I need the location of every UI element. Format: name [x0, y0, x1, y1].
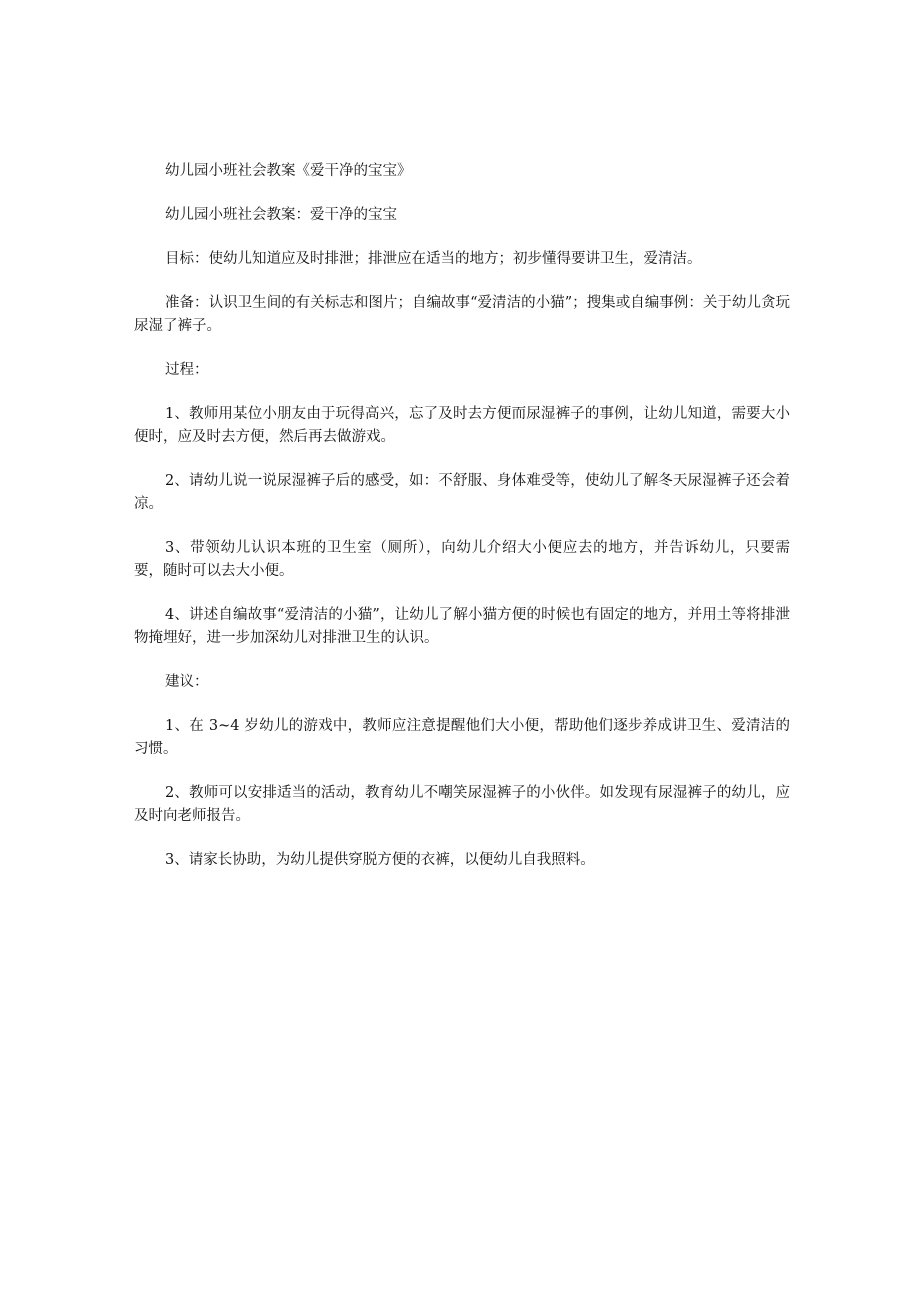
document-subtitle: 幼儿园小班社会教案：爱干净的宝宝: [165, 207, 397, 223]
process-heading: 过程：: [165, 362, 209, 378]
document-body: [134, 160, 790, 893]
suggestion-item: 2、教师可以安排适当的活动，教育幼儿不嘲笑尿湿裤子的小伙伴。如发现有尿湿裤子的幼儿，应及时向老师报告。: [134, 785, 790, 824]
document-title: 幼儿园小班社会教案《爱干净的宝宝》: [165, 163, 412, 179]
process-step: 3、带领幼儿认识本班的卫生室（厕所），向幼儿介绍大小便应去的地方，并告诉幼儿，只要需要，随时可以去大小便。: [134, 540, 790, 579]
process-step: 1、教师用某位小朋友由于玩得高兴，忘了及时去方便而尿湿裤子的事例，让幼儿知道，需要大小便时，应及时去方便，然后再去做游戏。: [134, 406, 790, 445]
suggestion-item: 1、在 3~4 岁幼儿的游戏中，教师应注意提醒他们大小便，帮助他们逐步养成讲卫生、爱清洁的习惯。: [134, 718, 790, 757]
process-step: 2、请幼儿说一说尿湿裤子后的感受，如：不舒服、身体难受等，使幼儿了解冬天尿湿裤子还会着凉。: [134, 473, 790, 512]
goal-paragraph: 目标：使幼儿知道应及时排泄；排泄应在适当的地方；初步懂得要讲卫生，爱清洁。: [165, 251, 702, 267]
preparation-paragraph: 准备：认识卫生间的有关标志和图片；自编故事“爱清洁的小猫”；搜集或自编事例：关于幼儿贪玩尿湿了裤子。: [134, 295, 790, 334]
suggestions-heading: 建议：: [165, 674, 209, 690]
process-step: 4、讲述自编故事“爱清洁的小猫”，让幼儿了解小猫方便的时候也有固定的地方，并用土等将排泄物掩埋好，进一步加深幼儿对排泄卫生的认识。: [134, 607, 790, 646]
suggestion-item: 3、请家长协助，为幼儿提供穿脱方便的衣裤，以便幼儿自我照料。: [165, 852, 595, 868]
